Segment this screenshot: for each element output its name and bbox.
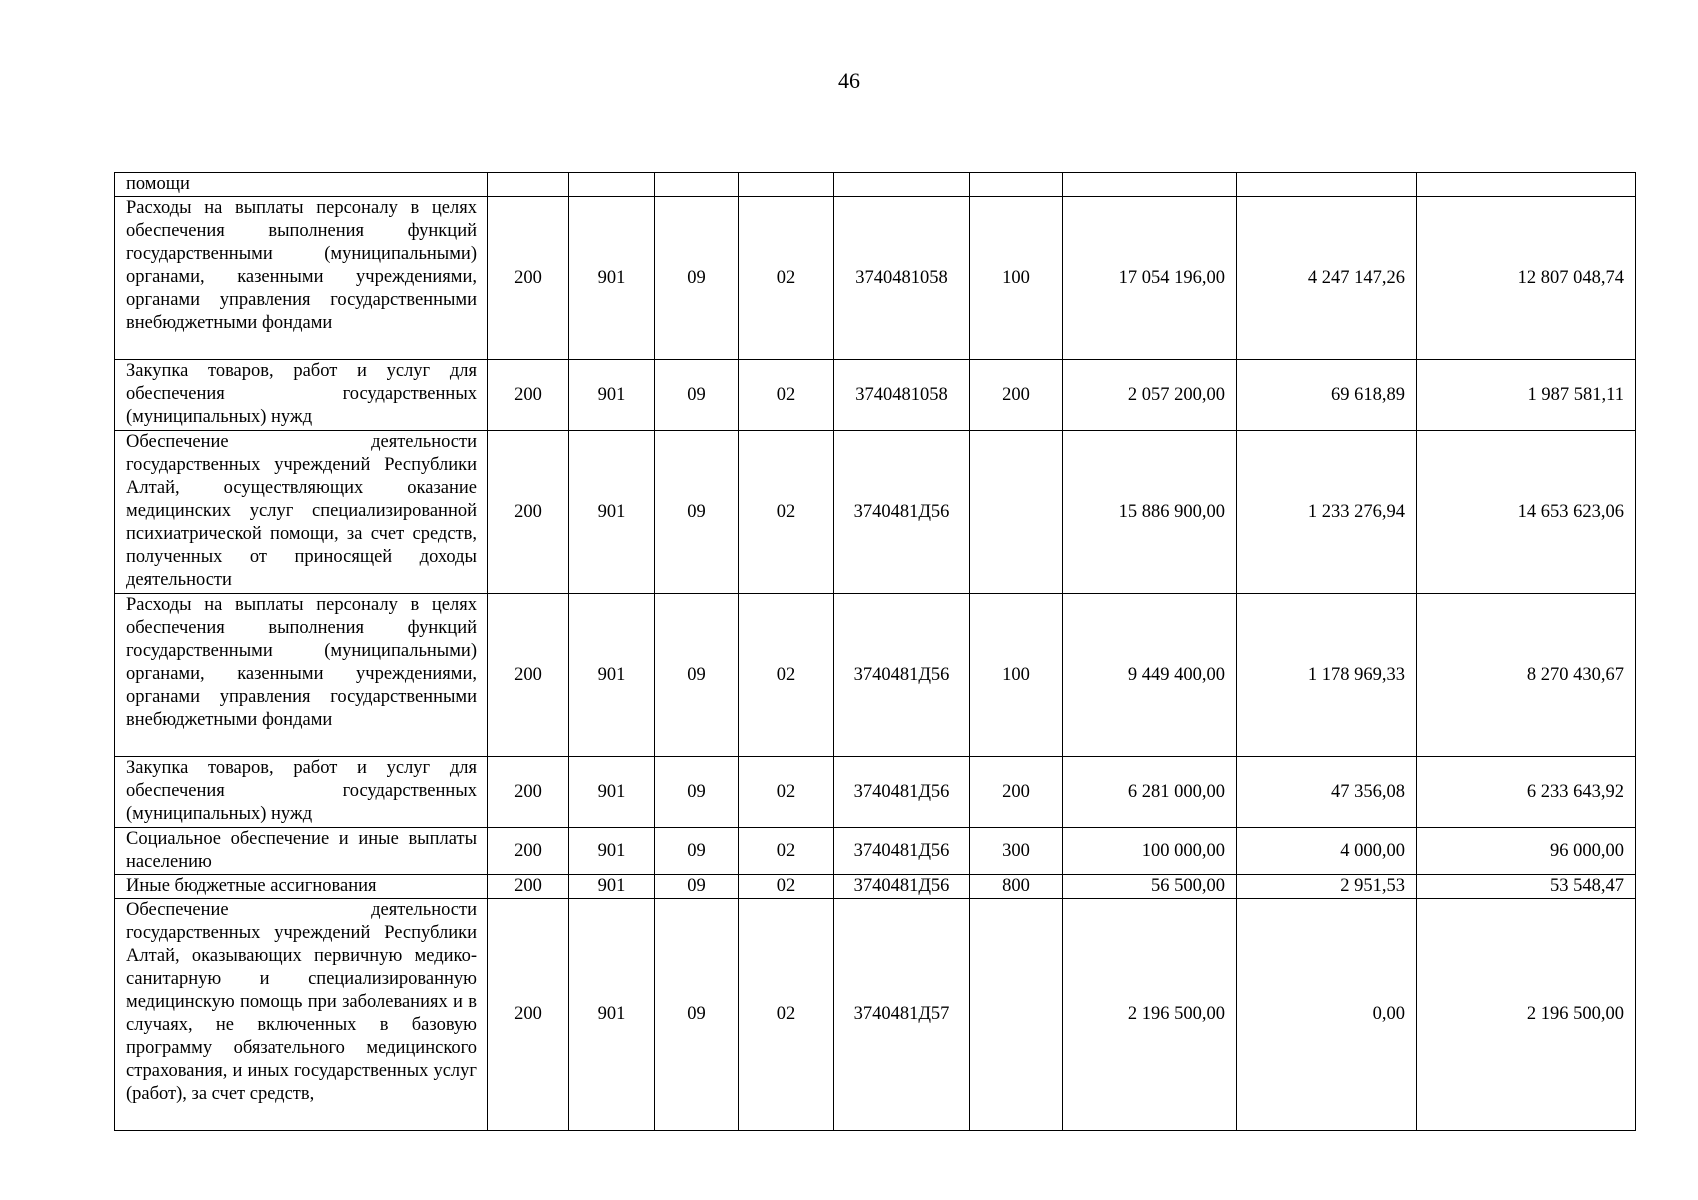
- gr-code-cell: 200: [488, 197, 569, 360]
- gr-code-cell: 200: [488, 360, 569, 431]
- executed-amount-cell: 1 233 276,94: [1237, 431, 1417, 594]
- remaining-amount-cell: 53 548,47: [1417, 875, 1636, 899]
- table-row: [115, 899, 1636, 1131]
- section-code-cell: 09: [655, 594, 739, 757]
- ministry-code-cell: [569, 173, 655, 197]
- target-article-code-cell: [834, 173, 970, 197]
- remaining-amount-cell: 1 987 581,11: [1417, 360, 1636, 431]
- expense-type-code-cell: 100: [970, 197, 1063, 360]
- ministry-code-cell: 901: [569, 431, 655, 594]
- target-article-code-cell: 3740481058: [834, 197, 970, 360]
- approved-amount-cell: 9 449 400,00: [1063, 594, 1237, 757]
- expense-type-code-cell: 100: [970, 594, 1063, 757]
- expense-type-code-cell: 300: [970, 828, 1063, 875]
- table-row: [115, 173, 1636, 197]
- subsection-code-cell: 02: [739, 757, 834, 828]
- section-code-cell: 09: [655, 431, 739, 594]
- expense-type-code-cell: [970, 899, 1063, 1131]
- executed-amount-cell: [1237, 173, 1417, 197]
- remaining-amount-cell: 6 233 643,92: [1417, 757, 1636, 828]
- subsection-code-cell: 02: [739, 594, 834, 757]
- subsection-code-cell: 02: [739, 828, 834, 875]
- gr-code-cell: 200: [488, 431, 569, 594]
- section-code-cell: 09: [655, 757, 739, 828]
- target-article-code-cell: 3740481Д56: [834, 594, 970, 757]
- target-article-code-cell: 3740481Д57: [834, 899, 970, 1131]
- table-row: [115, 828, 1636, 875]
- ministry-code-cell: 901: [569, 360, 655, 431]
- approved-amount-cell: 15 886 900,00: [1063, 431, 1237, 594]
- gr-code-cell: 200: [488, 899, 569, 1131]
- expense-type-code-cell: [970, 431, 1063, 594]
- gr-code-cell: 200: [488, 875, 569, 899]
- section-code-cell: 09: [655, 197, 739, 360]
- expense-name-cell: помощи: [115, 173, 488, 197]
- approved-amount-cell: 2 196 500,00: [1063, 899, 1237, 1131]
- table-row: [115, 757, 1636, 828]
- section-code-cell: [655, 173, 739, 197]
- expense-name-cell: Расходы на выплаты персоналу в целях обеспечения выполнения функций государственными (муниципальными) органами, казенными учреждениями, органами управления государственными внебюджетными фондами: [115, 594, 488, 757]
- approved-amount-cell: 56 500,00: [1063, 875, 1237, 899]
- gr-code-cell: 200: [488, 594, 569, 757]
- executed-amount-cell: 2 951,53: [1237, 875, 1417, 899]
- executed-amount-cell: 69 618,89: [1237, 360, 1417, 431]
- target-article-code-cell: 3740481058: [834, 360, 970, 431]
- target-article-code-cell: 3740481Д56: [834, 875, 970, 899]
- approved-amount-cell: 17 054 196,00: [1063, 197, 1237, 360]
- table-row: [115, 431, 1636, 594]
- approved-amount-cell: [1063, 173, 1237, 197]
- page-number: 46: [838, 68, 860, 93]
- remaining-amount-cell: 96 000,00: [1417, 828, 1636, 875]
- expense-type-code-cell: 800: [970, 875, 1063, 899]
- ministry-code-cell: 901: [569, 899, 655, 1131]
- target-article-code-cell: 3740481Д56: [834, 828, 970, 875]
- expense-name-cell: Социальное обеспечение и иные выплаты населению: [115, 828, 488, 875]
- gr-code-cell: 200: [488, 828, 569, 875]
- table-row: [115, 594, 1636, 757]
- remaining-amount-cell: 14 653 623,06: [1417, 431, 1636, 594]
- approved-amount-cell: 6 281 000,00: [1063, 757, 1237, 828]
- subsection-code-cell: 02: [739, 875, 834, 899]
- subsection-code-cell: 02: [739, 360, 834, 431]
- expense-name-cell: Иные бюджетные ассигнования: [115, 875, 488, 899]
- target-article-code-cell: 3740481Д56: [834, 757, 970, 828]
- gr-code-cell: [488, 173, 569, 197]
- expense-name-cell: Обеспечение деятельности государственных учреждений Республики Алтай, оказывающих первичную медико-санитарную и специализированную медицинскую помощь при заболеваниях и в случаях, не включенных в базовую программу обязательного медицинского страхования, и иных государственных услуг (работ), за счет средств,: [115, 899, 488, 1131]
- executed-amount-cell: 0,00: [1237, 899, 1417, 1131]
- expense-name-cell: Закупка товаров, работ и услуг для обеспечения государственных (муниципальных) нужд: [115, 757, 488, 828]
- expense-type-code-cell: [970, 173, 1063, 197]
- table-row: [115, 360, 1636, 431]
- remaining-amount-cell: 12 807 048,74: [1417, 197, 1636, 360]
- expense-type-code-cell: 200: [970, 757, 1063, 828]
- expense-name-cell: Обеспечение деятельности государственных учреждений Республики Алтай, осуществляющих оказание медицинских услуг специализированной психиатрической помощи, за счет средств, полученных от приносящей доходы деятельности: [115, 431, 488, 594]
- ministry-code-cell: 901: [569, 757, 655, 828]
- section-code-cell: 09: [655, 360, 739, 431]
- section-code-cell: 09: [655, 875, 739, 899]
- ministry-code-cell: 901: [569, 828, 655, 875]
- section-code-cell: 09: [655, 899, 739, 1131]
- ministry-code-cell: 901: [569, 197, 655, 360]
- table-row: [115, 197, 1636, 360]
- remaining-amount-cell: 2 196 500,00: [1417, 899, 1636, 1131]
- subsection-code-cell: [739, 173, 834, 197]
- executed-amount-cell: 47 356,08: [1237, 757, 1417, 828]
- section-code-cell: 09: [655, 828, 739, 875]
- subsection-code-cell: 02: [739, 197, 834, 360]
- budget-table: [114, 172, 1636, 1131]
- approved-amount-cell: 2 057 200,00: [1063, 360, 1237, 431]
- expense-name-cell: Закупка товаров, работ и услуг для обеспечения государственных (муниципальных) нужд: [115, 360, 488, 431]
- expense-type-code-cell: 200: [970, 360, 1063, 431]
- target-article-code-cell: 3740481Д56: [834, 431, 970, 594]
- gr-code-cell: 200: [488, 757, 569, 828]
- executed-amount-cell: 4 247 147,26: [1237, 197, 1417, 360]
- ministry-code-cell: 901: [569, 875, 655, 899]
- table-row: [115, 875, 1636, 899]
- subsection-code-cell: 02: [739, 899, 834, 1131]
- remaining-amount-cell: 8 270 430,67: [1417, 594, 1636, 757]
- subsection-code-cell: 02: [739, 431, 834, 594]
- executed-amount-cell: 1 178 969,33: [1237, 594, 1417, 757]
- executed-amount-cell: 4 000,00: [1237, 828, 1417, 875]
- expense-name-cell: Расходы на выплаты персоналу в целях обеспечения выполнения функций государственными (муниципальными) органами, казенными учреждениями, органами управления государственными внебюджетными фондами: [115, 197, 488, 360]
- table-body: [115, 173, 1636, 1131]
- ministry-code-cell: 901: [569, 594, 655, 757]
- remaining-amount-cell: [1417, 173, 1636, 197]
- approved-amount-cell: 100 000,00: [1063, 828, 1237, 875]
